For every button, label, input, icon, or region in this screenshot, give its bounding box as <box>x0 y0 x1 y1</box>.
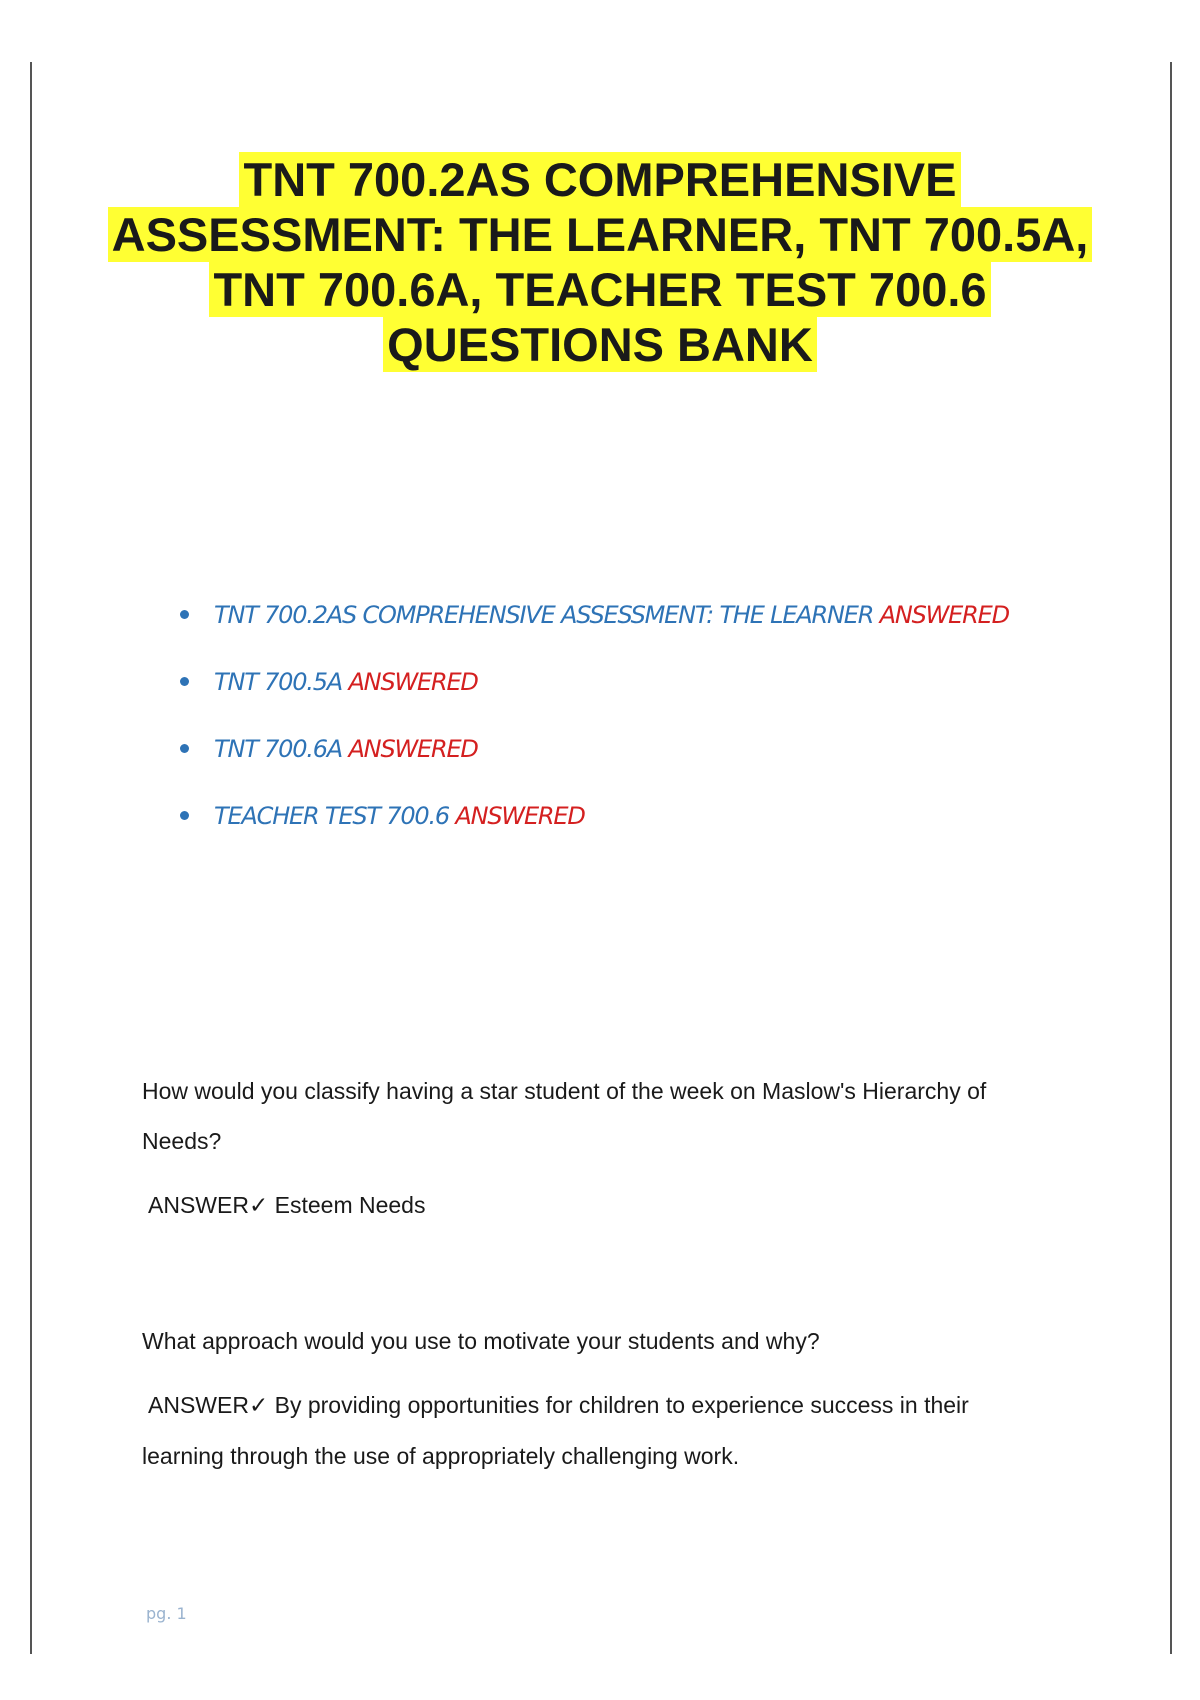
bullet-icon <box>180 811 189 820</box>
question-block-2 <box>142 1316 1042 1481</box>
question-text-line-1: What approach would you use to motivate your students and why? <box>142 1328 820 1354</box>
list-item-text <box>214 799 585 833</box>
answer-text-line-1: By providing opportunities for children to experience success in their <box>274 1392 969 1418</box>
answer-text <box>142 1380 1042 1431</box>
checkmark-icon: ✓ <box>248 1193 269 1219</box>
list-item-status: ANSWERED <box>879 601 1009 629</box>
answer-text <box>142 1180 1042 1231</box>
title-line-3: TNT 700.6A, TEACHER TEST 700.6 <box>209 262 990 317</box>
answer-label: ANSWER <box>148 1392 249 1418</box>
answer-text-line-2: learning through the use of appropriately challenging work. <box>142 1443 740 1469</box>
checkmark-icon: ✓ <box>248 1393 269 1419</box>
question-text-line-2: Needs? <box>142 1128 222 1154</box>
list-item-name: TEACHER TEST 700.6 <box>214 802 449 830</box>
list-item-text <box>214 732 478 766</box>
question-text-line-1: How would you classify having a star student of the week on Maslow's Hierarchy of <box>142 1078 987 1104</box>
page-number: pg. 1 <box>146 1604 187 1623</box>
list-item-status: ANSWERED <box>455 802 585 830</box>
list-item-status: ANSWERED <box>348 668 478 696</box>
title-line-2: ASSESSMENT: THE LEARNER, TNT 700.5A, <box>108 207 1093 262</box>
answer-text-line-1: Esteem Needs <box>274 1192 426 1218</box>
list-item-name: TNT 700.5A <box>214 668 343 696</box>
list-item-text <box>214 665 478 699</box>
list-item-status: ANSWERED <box>348 735 478 763</box>
list-item-name: TNT 700.6A <box>214 735 343 763</box>
list-item-name: TNT 700.2AS COMPREHENSIVE ASSESSMENT: THE LEARNER <box>214 601 874 629</box>
answer-label: ANSWER <box>148 1192 249 1218</box>
bullet-icon <box>180 677 189 686</box>
bullet-icon <box>180 744 189 753</box>
question-block-1 <box>142 1066 1042 1231</box>
title-line-1: TNT 700.2AS COMPREHENSIVE <box>239 152 960 207</box>
title-line-4: QUESTIONS BANK <box>383 317 817 372</box>
page-border-right <box>1170 62 1172 1654</box>
page-border-left <box>30 62 32 1654</box>
document-title <box>100 152 1100 372</box>
bullet-icon <box>180 610 189 619</box>
list-item-text <box>214 598 1009 632</box>
